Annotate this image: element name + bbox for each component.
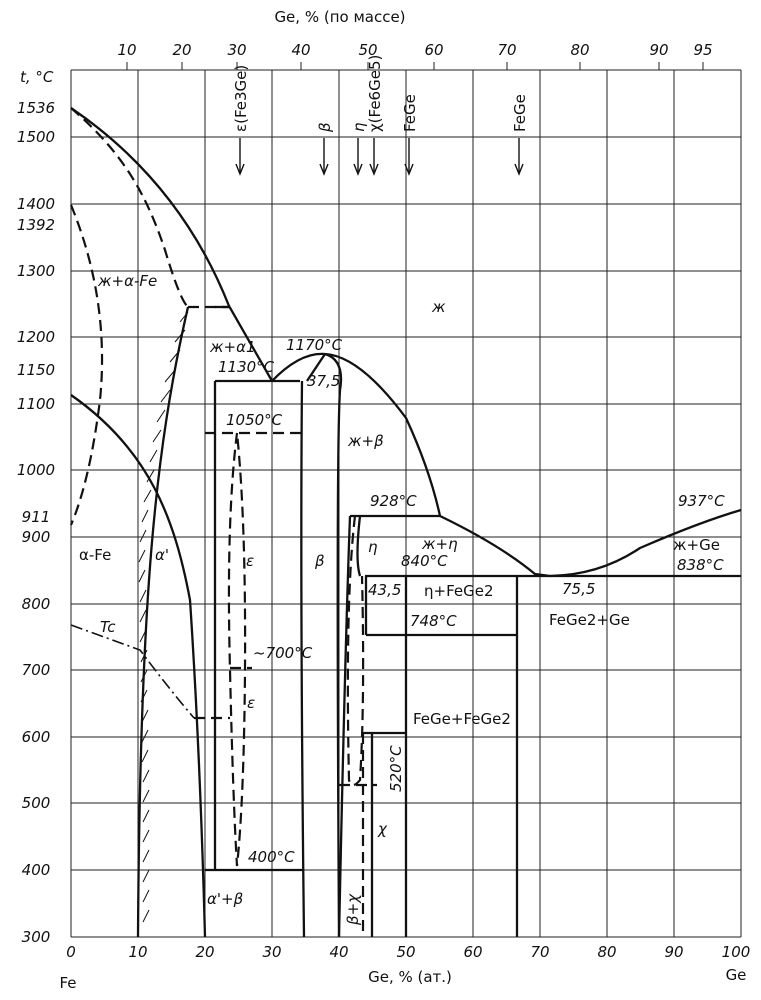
temp-928: 928°C: [370, 492, 417, 510]
y-axis-title: t, °C: [20, 68, 54, 86]
top-tick: 30: [227, 41, 247, 59]
temperature-labels: [218, 336, 725, 866]
x-tick: 100: [721, 943, 751, 961]
x-tick: 60: [463, 943, 483, 961]
top-axis-title: Ge, % (по массе): [274, 8, 406, 26]
y-tick: 1536: [16, 99, 56, 117]
y-tick: 800: [21, 595, 51, 613]
region-epsilon-2: ε: [247, 694, 256, 712]
region-liquid-beta: ж+β: [348, 432, 384, 450]
x-tick: 80: [597, 943, 617, 961]
y-tick: 1000: [16, 461, 56, 479]
y-tick: 700: [21, 661, 51, 679]
y-tick: 1150: [16, 361, 56, 379]
top-tick: 40: [291, 41, 311, 59]
top-tick: 20: [172, 41, 192, 59]
top-tick: 70: [497, 41, 517, 59]
temp-748: 748°C: [410, 612, 457, 630]
temp-700: ~700°C: [253, 644, 313, 662]
comp-37-5: 37,5: [307, 372, 341, 390]
x-tick: 10: [128, 943, 148, 961]
y-tick: 1500: [16, 128, 56, 146]
y-tick: 400: [21, 861, 51, 879]
y-tick: 1100: [16, 395, 56, 413]
region-fege-fege2: FeGe+FeGe2: [413, 710, 511, 728]
region-liquid: ж: [432, 298, 446, 316]
phase-label-eta: η: [350, 122, 368, 132]
temp-400: 400°C: [248, 848, 295, 866]
temp-838: 838°C: [677, 556, 724, 574]
dashed-boundaries: [71, 108, 377, 937]
x-tick: 30: [262, 943, 282, 961]
bottom-axis-title: Ge, % (ат.): [368, 968, 452, 986]
temp-937: 937°C: [678, 492, 725, 510]
left-element-label: Fe: [59, 974, 77, 992]
comp-75-5: 75,5: [562, 580, 596, 598]
region-liquid-ge: ж+Ge: [673, 536, 720, 554]
temp-520: 520°C: [387, 745, 405, 792]
top-tick: 80: [570, 41, 590, 59]
right-element-label: Ge: [725, 966, 747, 984]
x-tick: 70: [530, 943, 550, 961]
region-eta: η: [368, 538, 378, 556]
temp-1050: 1050°C: [226, 411, 283, 429]
y-tick: 500: [21, 794, 51, 812]
region-chi: χ: [378, 820, 387, 838]
region-eta-fege2: η+FeGe2: [424, 582, 494, 600]
top-tick: 95: [693, 41, 713, 59]
y-tick: 600: [21, 728, 51, 746]
phase-arrow-labels: [232, 55, 529, 133]
phase-label-beta: β: [316, 122, 334, 132]
curie-line: [71, 625, 194, 718]
temp-840: 840°C: [401, 552, 448, 570]
region-liquid-alpha1: ж+α1: [210, 338, 256, 356]
top-tick: 50: [358, 41, 378, 59]
x-tick: 0: [66, 943, 76, 961]
top-tick: 10: [117, 41, 137, 59]
y-tick: 1200: [16, 328, 56, 346]
region-fege2-ge: FeGe2+Ge: [549, 611, 630, 629]
region-alpha-prime-beta: α'+β: [207, 890, 244, 908]
region-epsilon-1: ε: [246, 552, 255, 570]
y-tick-labels: [17, 99, 55, 946]
x-tick: 40: [329, 943, 349, 961]
region-liquid-eta: ж+η: [422, 535, 458, 553]
phase-label-fege-1: FeGe: [401, 94, 419, 132]
temp-1170: 1170°C: [286, 336, 343, 354]
temp-1130: 1130°C: [218, 358, 275, 376]
y-tick: 1300: [16, 262, 56, 280]
phase-label-epsilon: ε(Fe3Ge): [232, 64, 250, 132]
phase-arrows: [236, 138, 523, 174]
region-liquid-alpha-fe: ж+α-Fe: [98, 272, 158, 290]
y-tick: 1392: [16, 216, 56, 234]
x-tick: 50: [396, 943, 416, 961]
y-tick: 300: [21, 928, 51, 946]
phase-label-fege-2: FeGe: [511, 94, 529, 132]
x-tick: 90: [664, 943, 684, 961]
y-tick: 911: [21, 508, 51, 526]
region-alpha-prime: α': [155, 546, 170, 564]
comp-43-5: 43,5: [368, 581, 402, 599]
y-tick: 1400: [16, 195, 56, 213]
top-tick: 60: [424, 41, 444, 59]
top-tick-labels: [117, 41, 712, 59]
top-tick: 90: [649, 41, 669, 59]
region-beta-chi: β+χ: [344, 893, 362, 925]
label-tc: Tc: [100, 618, 116, 636]
x-tick: 20: [195, 943, 215, 961]
x-tick-labels: [66, 943, 750, 961]
phase-label-chi: χ(Fe6Ge5): [366, 54, 384, 132]
region-alpha-fe: α-Fe: [79, 546, 112, 564]
y-tick: 900: [21, 528, 51, 546]
region-beta: β: [315, 552, 325, 570]
